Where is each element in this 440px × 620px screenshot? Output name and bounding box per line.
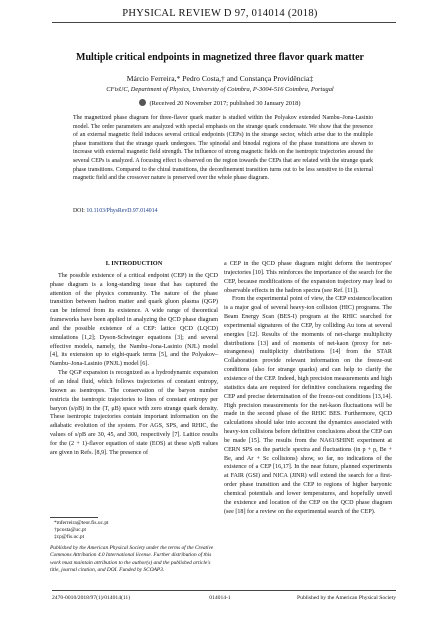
section-heading: I. INTRODUCTION: [105, 260, 163, 267]
header-rule: [52, 22, 396, 23]
affiliation: CFisUC, Department of Physics, University of Coimbra, P-3004-516 Coimbra, Portugal: [106, 86, 334, 93]
received-date: [30, 99, 410, 107]
paragraph: The possible existence of a critical endpoint (CEP) in the QCD phase diagram is a long-standing issue that has captured the attention of the physics community. The nature of the phase transition between hadron matter and quark gluon plasma (QGP) can be inferred from its existence. A wide range of theoretical frameworks have been applied in analyzing the QCD phase diagram and the possible existence of a CEP: lattice QCD (LQCD) simulations [1,2]; Dyson-Schwinger equations [3]; and several effective models, namely, the Nambu–Jona-Lasinio (NJL) model [4], its extension up to eight-quark terms [5], and the Polyakov–Nambu–Jona-Lasinio (PNJL) model [6].: [50, 272, 218, 368]
footer-issn: 2470-0010/2018/97(1)/014014(11): [52, 595, 131, 601]
doi-line: [73, 208, 373, 214]
footer-rule: [52, 590, 396, 591]
paper-title: Multiple critical endpoints in magnetized three flavor quark matter: [76, 52, 364, 63]
paragraph: The QGP expansion is recognized as a hydrodynamic expansion of an ideal fluid, which follows trajectories of constant entropy, known as isentropes. The conservation of the baryon number restricts the isentropic trajectories to lines of constant entropy per baryon (s/ρB) in the (T, μB) space with zero strange quark density. These isentropic trajectories contain important information on the adiabatic evolution of the system. For AGS, SPS, and RHIC, the values of s/ρB are 30, 45, and 300, respectively [7]. Lattice results for the (2 + 1)-flavor equation of state (EOS) at these s/ρB values are given in Refs. [8,9]. The presence of: [50, 370, 218, 456]
crossmark-icon[interactable]: [139, 99, 146, 106]
footnote-email[interactable]: ‡cp@fis.uc.pt: [54, 534, 85, 540]
received-text: (Received 20 November 2017; published 30 January 2018): [149, 100, 301, 107]
doi-label: DOI:: [73, 208, 85, 214]
paragraph: From the experimental point of view, the CEP existence/location is a major goal of several heavy-ion collision (HIC) programs. The Beam Energy Scan (BES-I) program at the RHIC searched for experimental signatures of the CEP, by colliding Au ions at several energies [12]. Results of the moments of net-charge multiplicity distributions [13] and of moments of net-kaon (proxy for net-strangeness) multiplicity distributions [14] from the STAR Collaboration provide relevant information on the freeze-out conditions (also for strange quarks) and can help to clarify the existence of the CEP. Indeed, high precision measurements and high statistics data are required for definitive conclusions regarding the CEP and precise determination of the freeze-out conditions [13,14]. High precision measurements for the net-kaon fluctuations will be made in the second phase of the RHIC BES. Furthermore, QCD calculations should take into account the dynamics associated with heavy-ion collisions before definitive conclusions about the CEP can be made [15]. The results from the NA61/SHINE experiment at CERN SPS on the particle spectra and fluctuations (in p + p, Be + Be, and Ar + Sc collisions) show, so far, no indications of the existence of a CEP [16,17]. In the near future, planned experiments at FAIR (GSI) and NICA (JINR) will extend the search for a first-order phase transition and the CEP to regions of higher baryonic chemical potentials and lower temperatures, and hopefully unveil the existence and location of the CEP on the QCD phase diagram (see [18] for a review on the experimental search of the CEP).: [224, 296, 392, 515]
footnotes: [54, 520, 109, 541]
left-column: [50, 260, 218, 458]
footer-publisher: Published by the American Physical Society: [297, 595, 396, 601]
footnote-email[interactable]: †pcosta@uc.pt: [54, 527, 87, 533]
abstract: The magnetized phase diagram for three-flavor quark matter is studied within the Polyakov extended Nambu–Jona-Lasinio model. The order parameters are analyzed with special emphasis on the strange quark condensate. We show that the presence of an external magnetic field induces several critical endpoints (CEPs) in the strange sector, which arise due to the multiple phase transitions that the strange quark undergoes. The spinodal and binodal regions of the phase transitions are shown to increase with external magnetic field strength. The influence of strong magnetic fields on the isentropic trajectories around the several CEPs is analyzed. A focusing effect is observed on the region towards the CEPs that are related with the strange quark phase transitions. Compared to the chiral transitions, the deconfinement transition turns out to be less sensitive to the external magnetic field and the crossover nature is preserved over the whole phase diagram.: [73, 115, 373, 182]
author-list: Márcio Ferreira,* Pedro Costa,† and Constança Providência‡: [126, 74, 314, 83]
footnote-email[interactable]: *mferreira@teor.fis.uc.pt: [54, 520, 109, 526]
right-column: [224, 260, 392, 516]
journal-citation: PHYSICAL REVIEW D 97, 014014 (2018): [122, 8, 318, 19]
page-number: 014014-1: [209, 595, 231, 601]
footnote-rule: [50, 517, 98, 518]
doi-link[interactable]: 10.1103/PhysRevD.97.014014: [86, 208, 158, 214]
license-notice: Published by the American Physical Society under the terms of the Creative Commons Attribution 4.0 International license. Further distribution of this work must maintain attribution to the author(s) and the published article's title, journal citation, and DOI. Funded by SCOAP3.: [50, 545, 214, 574]
paragraph: a CEP in the QCD phase diagram might deform the isentropes' trajectories [10]. This reinforces the importance of the search for the CEP, because modifications of the expansion trajectory may lead to observable effects in the hadron spectra (see Ref. [11]).: [224, 261, 392, 294]
